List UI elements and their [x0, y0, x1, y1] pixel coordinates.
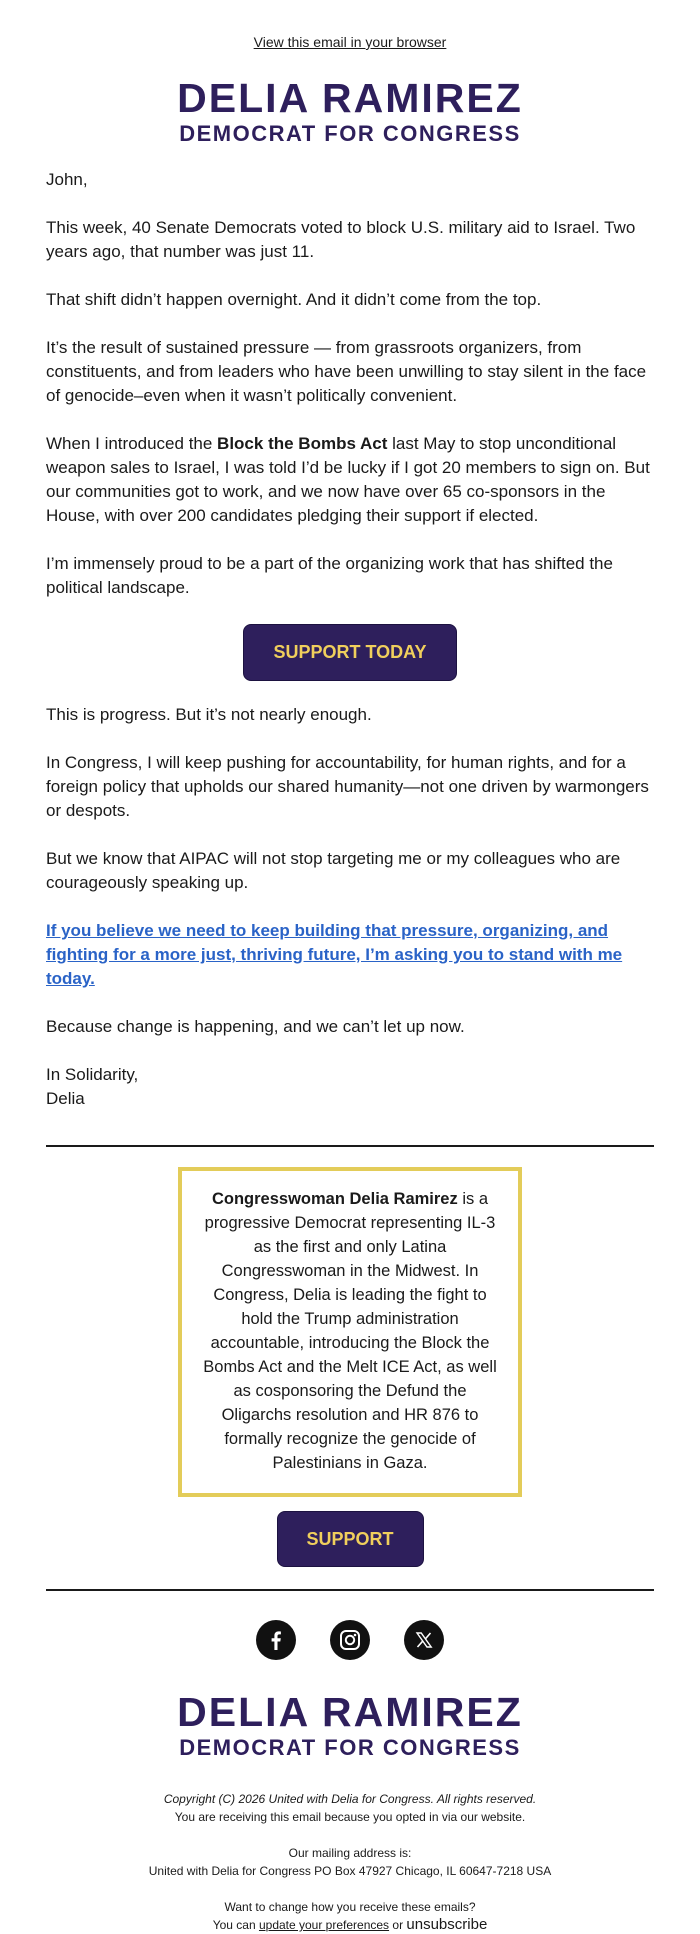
logo-name: DELIA RAMIREZ [177, 75, 523, 121]
signoff: In Solidarity, [46, 1065, 139, 1084]
social-links [0, 1620, 700, 1660]
mailing-label: Our mailing address is: [288, 1846, 412, 1860]
paragraph-5: I’m immensely proud to be a part of the organizing work that has shifted the political landscape. [46, 554, 613, 597]
support-container [0, 1511, 700, 1567]
paragraph-4-rest: last May to stop unconditional weapon sales to Israel, I was told I’d be lucky if I got 20 members to sign on. But our communities got to work, and we now have over 65 co-sponsors in the House, with over 200 candidates pledging their support if elected. [46, 434, 650, 525]
opt-in-reason: You are receiving this email because you opted in via our website. [174, 1810, 526, 1824]
signature: Delia [46, 1089, 85, 1108]
divider-top [46, 1145, 654, 1147]
bio-name: Congresswoman Delia Ramirez [211, 1190, 458, 1208]
stand-with-me-link[interactable]: If you believe we need to keep building that pressure, organizing, and fighting for a more just, thriving future, I’m asking you to stand with me today. [46, 921, 623, 988]
facebook-icon[interactable] [256, 1620, 296, 1660]
paragraph-1: This week, 40 Senate Democrats voted to block U.S. military aid to Israel. Two years ago, that number was just 11. [46, 218, 636, 261]
paragraph-7: In Congress, I will keep pushing for accountability, for human rights, and for a foreign policy that upholds our shared humanity—not one driven by warmongers or despots. [46, 753, 649, 820]
footer-logo [0, 1689, 700, 1760]
or-text: or [389, 1918, 407, 1932]
preferences-line [0, 1916, 700, 1934]
divider-bottom [46, 1589, 654, 1591]
view-in-browser-link[interactable]: View this email in your browser [253, 34, 447, 50]
paragraph-9: Because change is happening, and we can’t let up now. [46, 1017, 465, 1036]
bio-box [178, 1167, 522, 1497]
copyright-text: Copyright (C) 2026 United with Delia for Congress. All rights reserved. [163, 1792, 537, 1806]
top-bar [0, 0, 700, 50]
bio-section [0, 1167, 700, 1497]
instagram-icon[interactable] [330, 1620, 370, 1660]
support-button[interactable]: SUPPORT [277, 1511, 424, 1567]
paragraph-3: It’s the result of sustained pressure — from grassroots organizers, from constituents, and from leaders who have been unwilling to stay silent in the face of genocide–even when it wasn’t politically convenient. [46, 338, 647, 405]
paragraph-4 [46, 432, 654, 528]
x-icon[interactable] [404, 1620, 444, 1660]
support-today-button[interactable]: SUPPORT TODAY [243, 624, 457, 681]
footer-logo-tagline: DEMOCRAT FOR CONGRESS [179, 1735, 521, 1760]
paragraph-link [46, 919, 654, 991]
logo-tagline: DEMOCRAT FOR CONGRESS [179, 121, 521, 146]
cta-container [0, 624, 700, 681]
greeting: John, [46, 170, 88, 189]
change-question: Want to change how you receive these emails? [224, 1900, 476, 1914]
paragraph-2: That shift didn’t happen overnight. And it didn’t come from the top. [46, 290, 542, 309]
signoff-block [46, 1063, 654, 1111]
you-can-text: You can [212, 1918, 259, 1932]
email-body [0, 168, 700, 600]
paragraph-8: But we know that AIPAC will not stop targeting me or my colleagues who are courageously speaking up. [46, 849, 621, 892]
block-the-bombs-act: Block the Bombs Act [217, 434, 388, 453]
bio-text: is a progressive Democrat representing IL-3 as the first and only Latina Congresswoman in the Midwest. In Congress, Delia is leading the fight to hold the Trump administration accountable, introducing the Block the Bombs Act and the Melt ICE Act, as well as cosponsoring the Defund the Oligarchs resolution and HR 876 to formally recognize the genocide of Palestinians in Gaza. [203, 1190, 497, 1472]
paragraph-4-lead: When I introduced the [46, 434, 218, 453]
mailing-address: United with Delia for Congress PO Box 47927 Chicago, IL 60647-7218 USA [148, 1864, 552, 1878]
update-preferences-link[interactable]: update your preferences [258, 1918, 390, 1932]
paragraph-6: This is progress. But it’s not nearly enough. [46, 705, 372, 724]
footer-logo-name: DELIA RAMIREZ [177, 1689, 523, 1735]
footer [0, 1790, 700, 1934]
email-body-continued [0, 703, 700, 1111]
header-logo [0, 75, 700, 146]
unsubscribe-link[interactable]: unsubscribe [406, 1916, 488, 1933]
